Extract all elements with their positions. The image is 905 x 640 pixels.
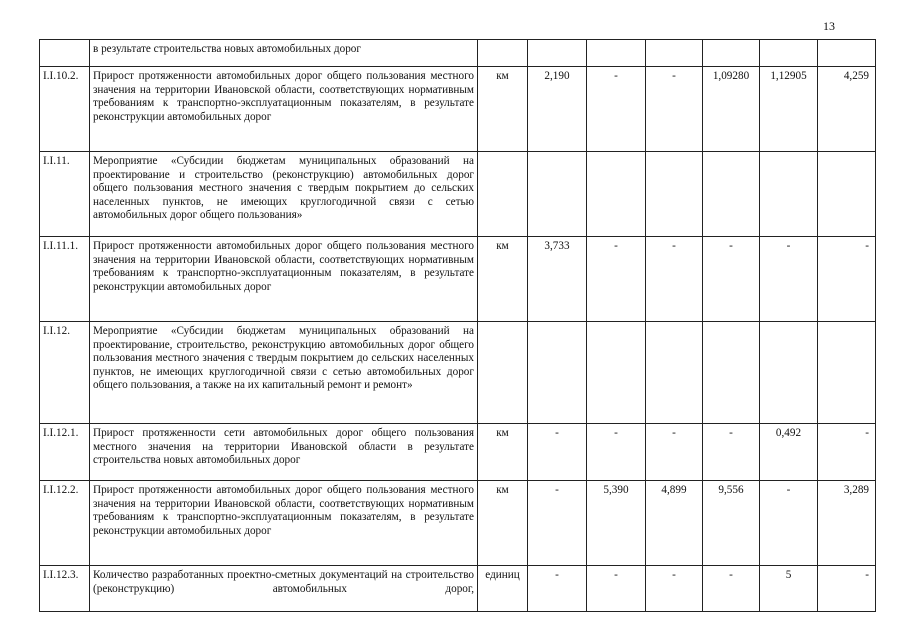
row-value: - (818, 424, 876, 481)
table-row (40, 481, 876, 566)
row-code (40, 40, 90, 67)
table-row (40, 424, 876, 481)
row-code: I.I.11. (40, 152, 90, 237)
row-value: - (587, 237, 646, 322)
row-value: - (528, 424, 587, 481)
row-unit: км (478, 237, 528, 322)
row-description: Прирост протяженности автомобильных дорог общего пользования местного значения на территории Ивановской области, соответствующих нормативным требованиям к транспортно-эксплуатационным показателям, в результате реконструкции автомобильных дорог (90, 67, 478, 152)
row-value: - (760, 481, 818, 566)
row-value: - (587, 566, 646, 612)
row-value: 9,556 (703, 481, 760, 566)
row-value (760, 152, 818, 237)
row-unit (478, 322, 528, 424)
row-value (760, 40, 818, 67)
indicators-table (39, 39, 876, 612)
row-description: Мероприятие «Субсидии бюджетам муниципальных образований на проектирование, строительство, реконструкцию автомобильных дорог общего пользования местного значения с твердым покрытием до сельских населенных пунктов, не имеющих круглогодичной связи с сетью автомобильных дорог общего пользования, а также на их капитальный ремонт и ремонт» (90, 322, 478, 424)
row-description: Количество разработанных проектно-сметных документаций на строительство (реконструкцию) автомобильных дорог, (90, 566, 478, 612)
table-row (40, 566, 876, 612)
row-value: 0,492 (760, 424, 818, 481)
row-value: 4,259 (818, 67, 876, 152)
row-value: - (646, 237, 703, 322)
row-value: 5 (760, 566, 818, 612)
row-value (646, 40, 703, 67)
row-value (528, 322, 587, 424)
row-value (760, 322, 818, 424)
row-value (818, 152, 876, 237)
row-value: 1,09280 (703, 67, 760, 152)
row-value: 2,190 (528, 67, 587, 152)
table-row (40, 67, 876, 152)
table-row (40, 322, 876, 424)
row-value (703, 322, 760, 424)
row-value: - (703, 566, 760, 612)
row-unit: км (478, 424, 528, 481)
row-value: - (587, 67, 646, 152)
row-value: 3,733 (528, 237, 587, 322)
row-description: Прирост протяженности сети автомобильных дорог общего пользования местного значения на территории Ивановской области в результате строительства новых автомобильных дорог (90, 424, 478, 481)
row-code: I.I.11.1. (40, 237, 90, 322)
row-value: 3,289 (818, 481, 876, 566)
row-value: 5,390 (587, 481, 646, 566)
row-value (703, 40, 760, 67)
row-value (646, 322, 703, 424)
table-row (40, 237, 876, 322)
table-row (40, 40, 876, 67)
row-unit: км (478, 67, 528, 152)
row-description: Прирост протяженности автомобильных дорог общего пользования местного значения на территории Ивановской области, соответствующих нормативным требованиям к транспортно-эксплуатационным показателям, в результате реконструкции автомобильных дорог (90, 481, 478, 566)
row-unit (478, 152, 528, 237)
row-description: Прирост протяженности автомобильных дорог общего пользования местного значения на территории Ивановской области, соответствующих нормативным требованиям к транспортно-эксплуатационным показателям, в результате реконструкции автомобильных дорог (90, 237, 478, 322)
row-value: - (703, 237, 760, 322)
row-value: - (646, 566, 703, 612)
row-code: I.I.12.3. (40, 566, 90, 612)
row-value (818, 40, 876, 67)
row-value (818, 322, 876, 424)
row-unit (478, 40, 528, 67)
row-value (528, 40, 587, 67)
row-value: - (703, 424, 760, 481)
row-value (528, 152, 587, 237)
row-value: 1,12905 (760, 67, 818, 152)
row-value: - (528, 566, 587, 612)
row-value: - (818, 237, 876, 322)
row-value (646, 152, 703, 237)
row-value (587, 322, 646, 424)
table-row (40, 152, 876, 237)
row-value: 4,899 (646, 481, 703, 566)
row-value: - (587, 424, 646, 481)
row-unit: единиц (478, 566, 528, 612)
row-description: в результате строительства новых автомобильных дорог (90, 40, 478, 67)
page-number: 13 (823, 19, 835, 33)
row-code: I.I.12.2. (40, 481, 90, 566)
row-code: I.I.10.2. (40, 67, 90, 152)
row-code: I.I.12. (40, 322, 90, 424)
row-value (703, 152, 760, 237)
row-unit: км (478, 481, 528, 566)
row-value: - (818, 566, 876, 612)
row-code: I.I.12.1. (40, 424, 90, 481)
row-value (587, 40, 646, 67)
row-value: - (646, 67, 703, 152)
row-value: - (646, 424, 703, 481)
row-value: - (760, 237, 818, 322)
row-value: - (528, 481, 587, 566)
row-description: Мероприятие «Субсидии бюджетам муниципальных образований на проектирование и строительство (реконструкцию) автомобильных дорог общего пользования местного значения с твердым покрытием до сельских населенных пунктов, не имеющих круглогодичной связи с сетью автомобильных дорог общего пользования» (90, 152, 478, 237)
row-value (587, 152, 646, 237)
